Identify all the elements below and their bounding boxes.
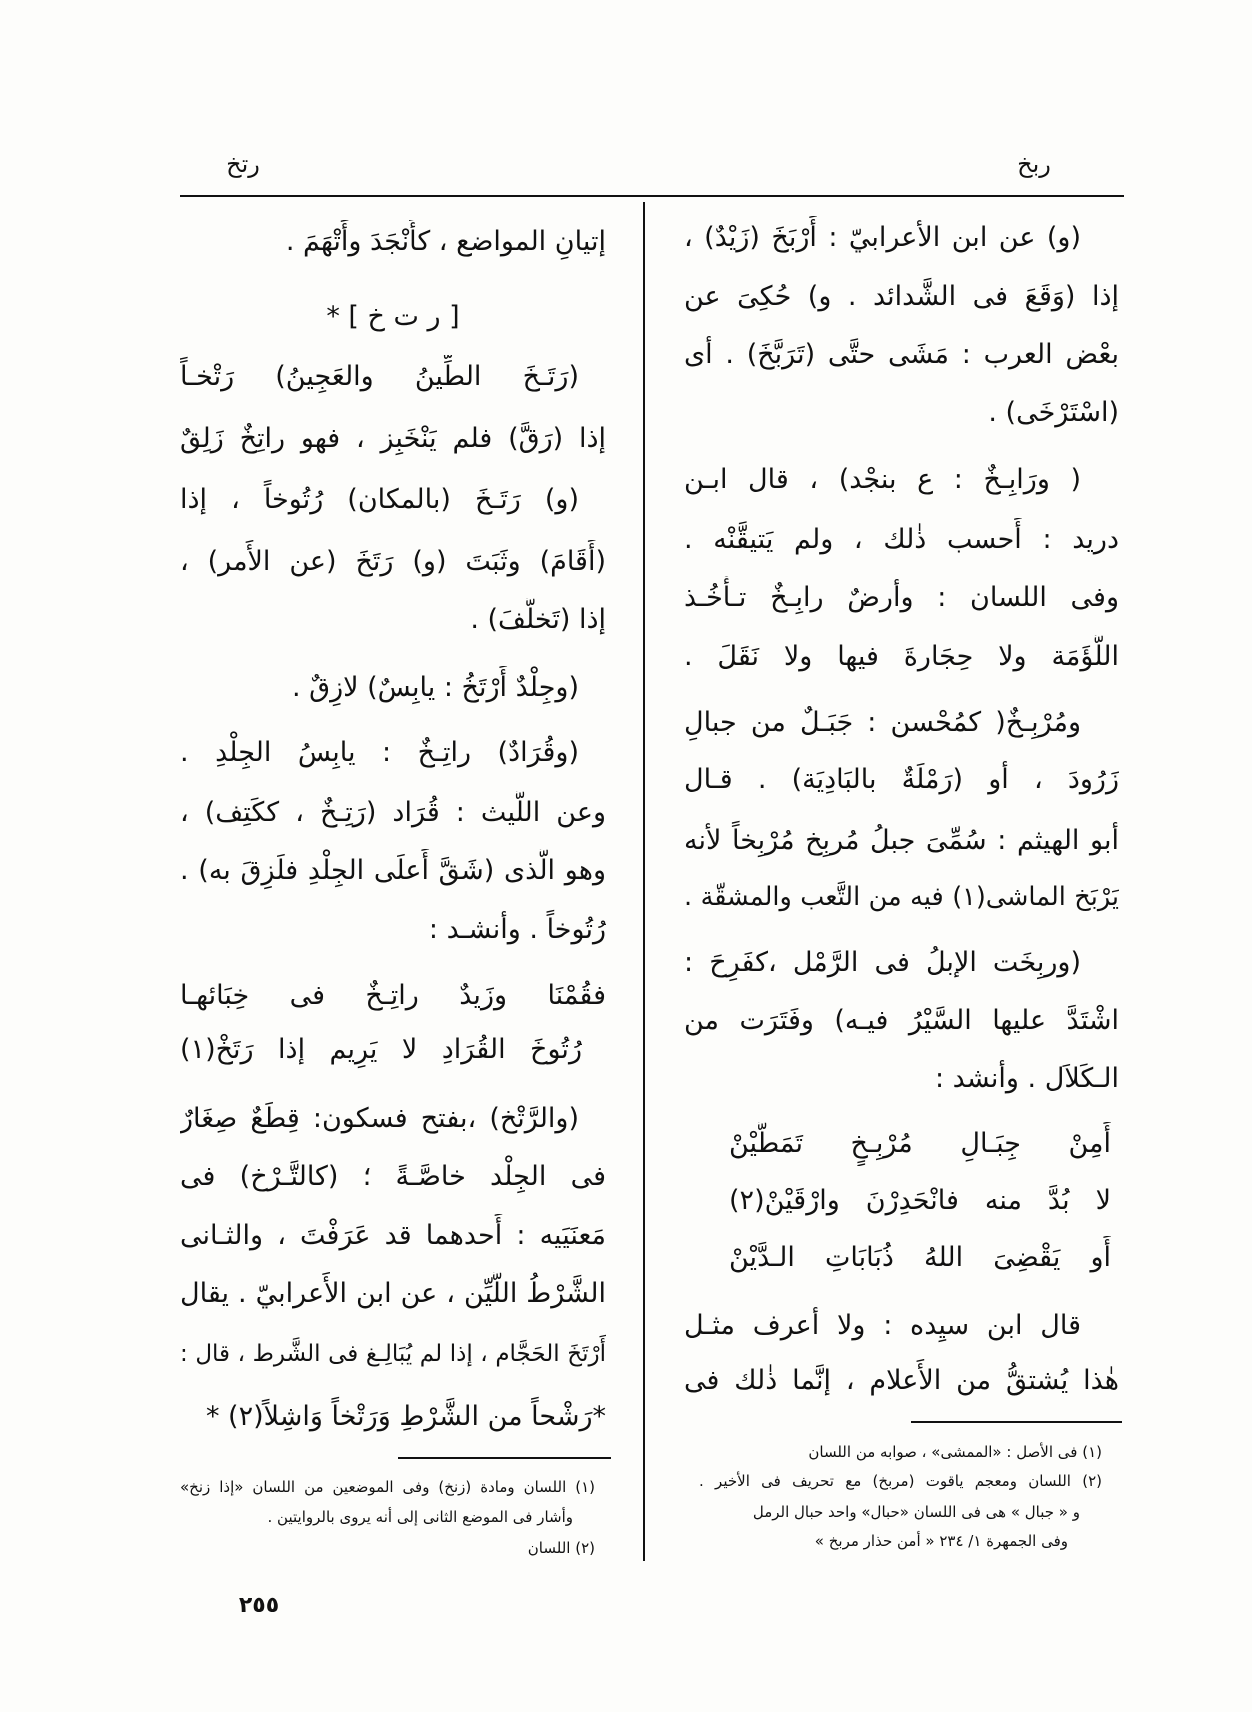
text-line: بعْض العرب : مَشَى حتَّى (تَرَبَّخَ) . أى (684, 339, 1119, 370)
text-line: (أَقَامَ) وثَبَتَ (و) رَتَخَ (عن الأَمر) ، (180, 546, 606, 577)
left-footnotes (180, 0, 595, 1712)
footnote-line: (١) اللسان ومادة (زنخ) وفى الموضعين من اللسان «إذا زنخ» (180, 1478, 595, 1496)
running-head-right: ربخ (1017, 150, 1051, 178)
right-footnotes (699, 0, 1102, 1712)
text-line: ومُرْبِـخٌ( كمُحْسن : جَبَـلٌ من جبالِ (684, 707, 1081, 738)
text-line: وهو الَّذى (شَقَّ أَعلَى الجِلْدِ فلَزِقَ به) . (180, 855, 606, 886)
running-head-left: رتخ (226, 150, 260, 178)
text-line: إتيانِ المواضع ، كأَنْجَدَ وأَتْهَمَ . (285, 226, 606, 257)
text-line: (وربِخَت الإبلُ فى الرَّمْل ،كفَرِحَ : (684, 947, 1081, 978)
text-line: فى الجِلْد خاصَّـةً ؛ (كالتَّـرْخ) فى (180, 1161, 606, 1192)
verse-line: لا بُدَّ منه فانْحَدِرْنَ وارْقَيْنْ(٢) (729, 1185, 1111, 1216)
text-line: (و) عن ابن الأعرابيّ : أَرْبَخَ (زَيْدٌ) ، (684, 222, 1081, 253)
footnote-line: (١) فى الأصل : «الممشى» ، صوابه من اللسان (808, 1443, 1102, 1461)
text-line: دريد : أَحسب ذٰلك ، ولم يَتيقَّنْه . (684, 524, 1119, 555)
text-line: أبو الهيثم : سُمِّىَ جبلُ مُربِخ مُرْبِخاً لأنه (684, 825, 1119, 856)
text-line: إذا (تَخلَّفَ) . (470, 604, 606, 635)
verse-line: أَمِنْ جِبَـالِ مُرْبِـخٍ تَمَطَّيْنْ (729, 1128, 1111, 1159)
text-line: وعن اللَّيث : قُرَاد (رَتِـخٌ ، ككَتِف) ، (180, 797, 606, 828)
text-line: زَرُودَ ، أو (رَمْلَةٌ بالبَادِيَة) . قـال (684, 764, 1119, 795)
column-divider (643, 202, 645, 1561)
text-line: الشَّرْطُ اللَّيِّن ، عن ابن الأَعرابيّ . يقال (180, 1278, 606, 1309)
text-line: قال ابن سيِده : ولا أعرف مثـل (684, 1310, 1081, 1341)
text-line: يَرْبَخ الماشى(١) فيه من التَّعب والمشقّة . (684, 882, 1119, 912)
text-line: الـكَلاَل . وأنشد : (934, 1063, 1119, 1094)
text-line: (وجِلْدٌ أَرْتَخُ : يابِسٌ) لازِقٌ . (291, 672, 579, 703)
text-line: أَرْتَخَ الحَجَّام ، إذا لم يُبَالِـغ فى الشَّرط ، قال : (180, 1341, 606, 1367)
footnote-line: وفى الجمهرة ١/ ٢٣٤ « أمن حذار مربخ » (814, 1532, 1068, 1550)
page-number: ٢٥٥ (238, 1593, 280, 1618)
text-line: اللُّؤَمَة ولا حِجَارةَ فيها ولا نَقَلَ . (684, 641, 1119, 672)
text-line: إذا (وَقَعَ فى الشَّدائد . و) حُكِىَ عن (684, 281, 1119, 312)
verse-line: فقُمْنَا وزَيدٌ راتِـخٌ فى خِبَائهـا (180, 980, 606, 1011)
footnote-line: (٢) اللسان ومعجم ياقوت (مربخ) مع تحريف فى الأخير . (699, 1472, 1102, 1490)
text-line: (اسْتَرْخَى) . (988, 397, 1119, 428)
footnote-line: وأشار فى الموضع الثانى إلى أنه يروى بالروايتين . (267, 1508, 573, 1526)
text-line: رُتُوخاً . وأنشـد : (428, 914, 606, 945)
footnote-line: (٢) اللسان (527, 1539, 595, 1557)
text-line: اشْتَدَّ عليها السَّيْرُ فيـه) وفَتَرَت من (684, 1005, 1119, 1036)
entry-heading: [ ر ت خ ] * (326, 301, 460, 332)
text-line: (رَتَـخَ الطِّينُ والعَجِينُ) رَتْخـاً (180, 361, 579, 392)
verse-line: رُتُوخَ القُرَادِ لا يَرِيم إذا رَتَخْ(١) (180, 1034, 582, 1065)
text-line: هٰذا يُشتقُّ من الأَعلام ، إنَّما ذٰلك فى (684, 1365, 1119, 1396)
text-line: إذا (رَقَّ) فلم يَنْخَبِز ، فهو راتِخٌ زَلِقٌ (180, 423, 606, 454)
text-line: مَعنَيَيه : أَحدهما قد عَرَفْتَ ، والثـانى (180, 1220, 606, 1251)
text-line: (و) رَتَـخَ (بالمكان) رُتُوخاً ، إذا (180, 484, 579, 515)
verse-line: أَو يَقْضِىَ اللهُ ذُبَابَاتِ الـدَّيْنْ (729, 1242, 1111, 1273)
text-line: (والرَّتْخ) ،بفتح فسكون: قِطَعٌ صِغَارٌ (180, 1103, 579, 1134)
text-line: وفى اللسان : وأرضٌ رابِـخٌ تـأْخُـذ (684, 582, 1119, 613)
verse-line: *رَشْحاً من الشَّرْطِ وَرَتْخاً وَاشِلاً(٢) * (205, 1401, 606, 1432)
text-line: (وقُرَادٌ) راتِـخٌ : يابِسُ الجِلْدِ . (180, 737, 579, 768)
text-line: ( ورَابِـخٌ : ع بنجْد) ، قال ابـن (684, 464, 1081, 495)
footnote-line: و « جبال » هى فى اللسان «حبال» واحد حبال الرمل (752, 1503, 1080, 1521)
